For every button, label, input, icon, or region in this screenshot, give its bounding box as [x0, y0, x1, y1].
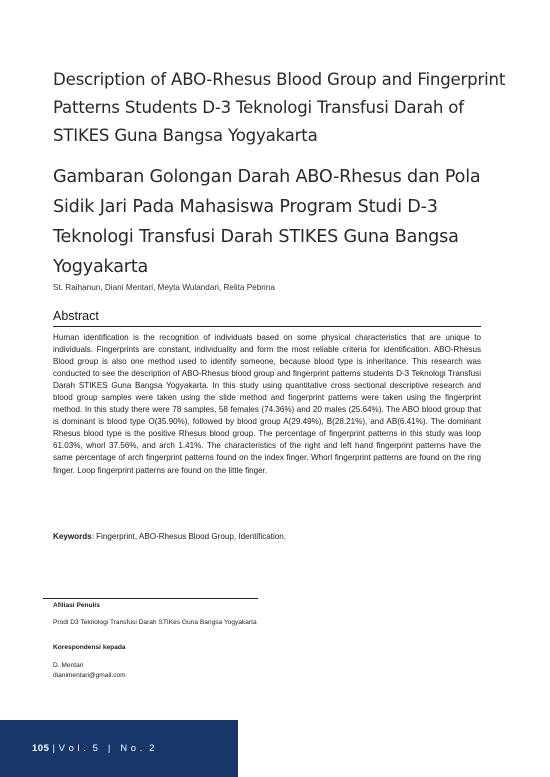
keywords-value: : Fingerprint, ABO-Rhesus Blood Group, Identification. [91, 532, 287, 541]
title-indonesian: Gambaran Golongan Darah ABO-Rhesus dan Pola Sidik Jari Pada Mahasiswa Program Studi D-3 Teknologi Transfusi Darah STIKES Guna Bangsa Yogyakarta [53, 167, 481, 277]
keywords-line [53, 532, 481, 541]
correspondence-email: dianimentari@gmail.com [53, 672, 126, 679]
volume-issue: | V o l . 5 | N o . 2 [49, 743, 155, 754]
abstract-body: Human identification is the recognition of individuals based on some physical characteristics that are unique to individuals. Fingerprints are constant, individuality and form the most reliable criteria for identification. ABO-Rhesus Blood group is also one method used to identify someone, because blood type is inheritance. This research was conducted to see the description of ABO-Rhesus blood group and fingerprint patterns students D-3 Teknologi Transfusi Darah STIKES Guna Bangsa Yogyakarta. In this study using quantitative cross sectional descriptive research and blood group samples were taken using the slide method and fingerprint patterns were taken using the fingerprint method. In this study there were 78 samples, 58 females (74.36%) and 20 males (25.64%). The ABO blood group that is dominant is blood type O(35.90%), followed by blood group A(29.49%), B(28.21%), and AB(6.41%). The dominant Rhesus blood type is the positive Rhesus blood group. The percentage of fingerprint patterns in this study was loop 61.03%, whorl 37.56%, and arch 1.41%. The characteristics of the right and left hand fingerprint patterns have the same percentage of arch fingerprint patterns found on the index finger. Whorl fingerprint patterns are found on the ring finger. Loop fingerprint patterns are found on the little finger. [53, 333, 481, 475]
affiliation-text: Prodi D3 Teknologi Transfusi Darah STIKes Guna Bangsa Yogyakarta [53, 619, 257, 626]
correspondence-heading: Korespondensi kepada [53, 644, 126, 651]
correspondence-name: D. Mentari [53, 662, 84, 669]
author-list: St. Raihanun, Diani Mentari, Meyta Wulandari, Relita Pebrina [53, 283, 275, 292]
abstract-divider [53, 326, 481, 327]
page-number: 105 [32, 743, 50, 754]
affiliation-divider [43, 598, 258, 599]
footer-volume-info [32, 743, 155, 754]
affiliation-heading: Afiliasi Penulis [53, 602, 100, 609]
abstract-heading: Abstract [53, 309, 99, 323]
keywords-label: Keywords [53, 532, 92, 541]
title-english: Description of ABO-Rhesus Blood Group and Fingerprint Patterns Students D-3 Teknologi Transfusi Darah of STIKES Guna Bangsa Yogyakarta [53, 70, 506, 145]
